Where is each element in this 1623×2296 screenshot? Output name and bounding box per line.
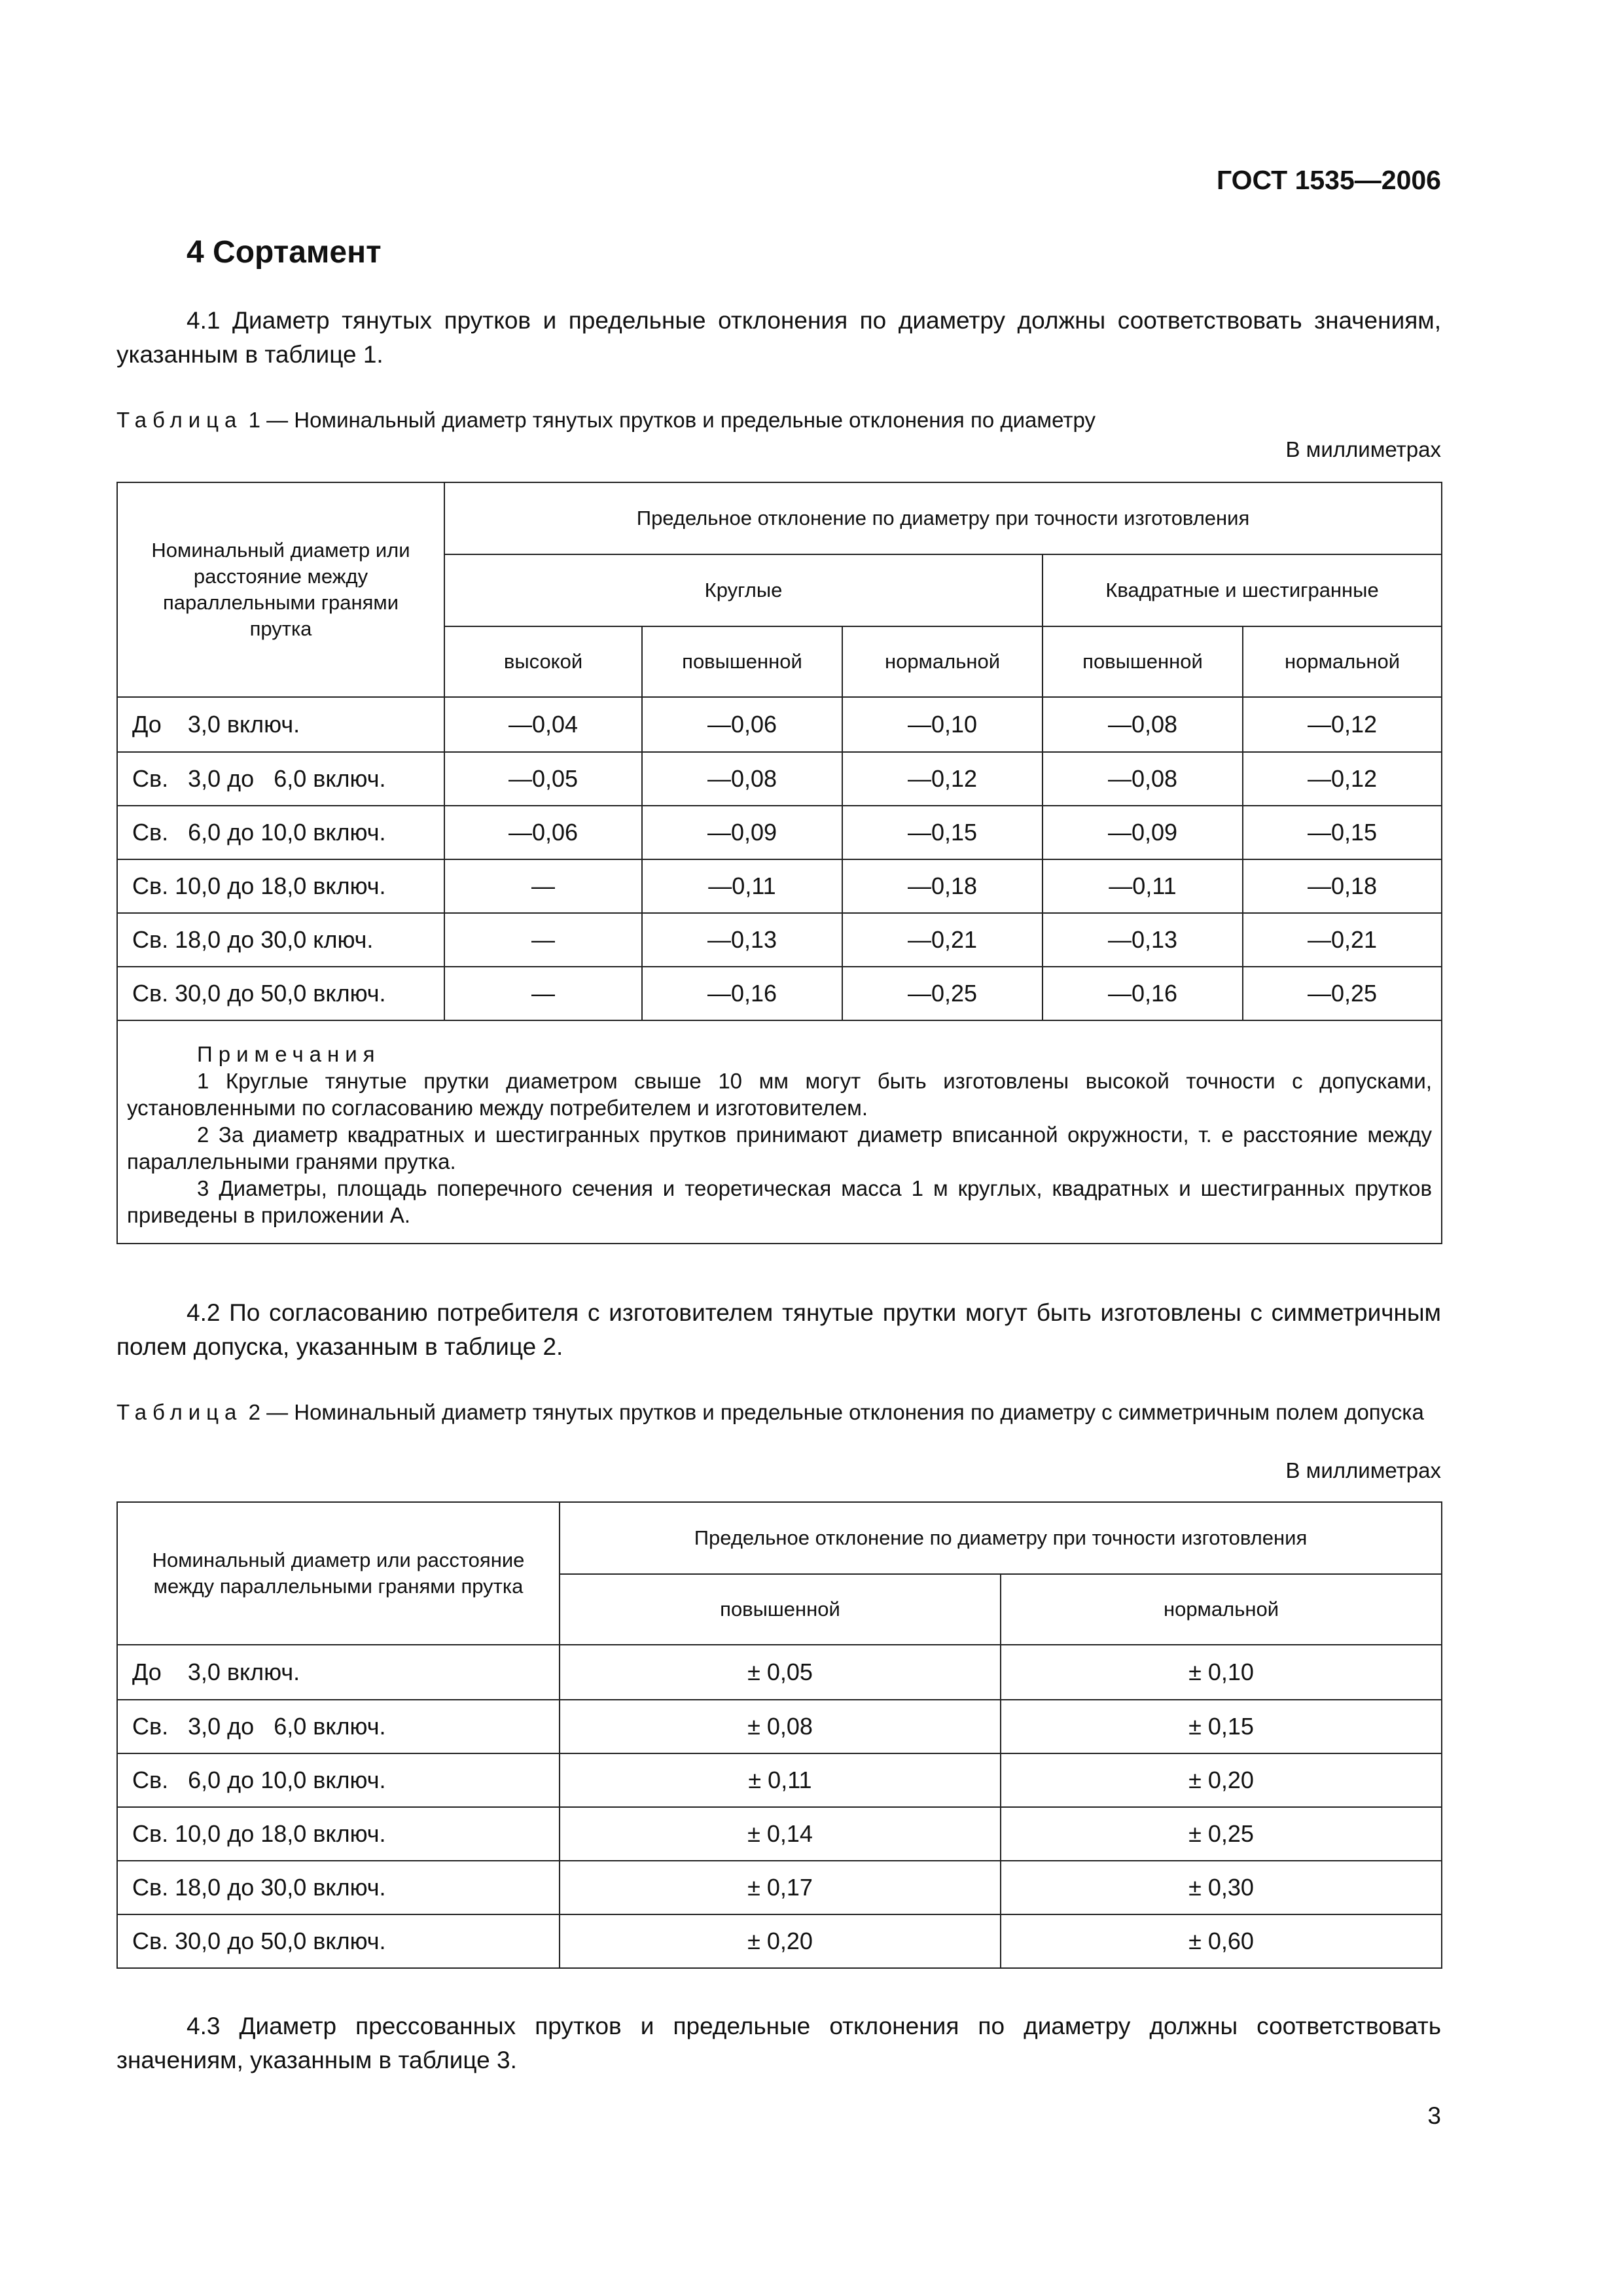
table1-units: В миллиметрах — [1285, 437, 1441, 461]
table2-header-acc: повышенной — [560, 1574, 1001, 1645]
table2-units: В миллиметрах — [1285, 1458, 1441, 1482]
table-row — [117, 913, 1442, 967]
table2-caption-word: Таблица — [116, 1400, 243, 1424]
table-row — [117, 1914, 1442, 1968]
paragraph-4-2 — [116, 1296, 1441, 1364]
table-row — [117, 1645, 1442, 1700]
table-cell: —0,12 — [1243, 697, 1442, 752]
table1-notes — [117, 1020, 1442, 1244]
table-cell: Св. 10,0 до 18,0 включ. — [117, 1807, 560, 1861]
paragraph-4-1-text: 4.1 Диаметр тянутых прутков и предельные отклонения по диаметру должны соответствовать значениям, указанным в таблице 1. — [116, 307, 1441, 368]
table-cell: ± 0,05 — [560, 1645, 1001, 1700]
table-cell: Св. 3,0 до 6,0 включ. — [117, 1700, 560, 1753]
table1-header-square-hex: Квадратные и шестигранные — [1043, 554, 1442, 626]
table-cell: ± 0,30 — [1001, 1861, 1442, 1914]
table-cell: —0,05 — [444, 752, 642, 806]
table-cell: ± 0,15 — [1001, 1700, 1442, 1753]
table-row — [117, 806, 1442, 859]
table-cell: —0,18 — [842, 859, 1043, 913]
table2-header-acc: нормальной — [1001, 1574, 1442, 1645]
section-title: 4 Сортамент — [187, 235, 382, 270]
table-cell: —0,12 — [1243, 752, 1442, 806]
table-cell: —0,11 — [642, 859, 842, 913]
table-row — [117, 1753, 1442, 1807]
note-item: 1 Круглые тянутые прутки диаметром свыше 10 мм могут быть изготовлены высокой точности с допусками, установленными по согласованию между потребителем и изготовителем. — [127, 1069, 1433, 1120]
table1-header-round: Круглые — [444, 554, 1043, 626]
table1 — [116, 482, 1441, 1244]
table-cell: Св. 10,0 до 18,0 включ. — [117, 859, 444, 913]
table-cell: До 3,0 включ. — [117, 1645, 560, 1700]
table-row — [117, 859, 1442, 913]
page-number: 3 — [1427, 2102, 1441, 2129]
table-cell: —0,21 — [1243, 913, 1442, 967]
paragraph-4-3-text: 4.3 Диаметр прессованных прутков и предельные отклонения по диаметру должны соответствовать значениям, указанным в таблице 3. — [116, 2013, 1441, 2073]
table-row — [117, 1807, 1442, 1861]
table-cell: — — [444, 859, 642, 913]
table-cell: —0,09 — [642, 806, 842, 859]
table1-header-diameter: Номинальный диаметр или расстояние между параллельными гранями прутка — [117, 482, 444, 697]
table-cell: —0,25 — [842, 967, 1043, 1020]
table-row — [117, 967, 1442, 1020]
table-cell: —0,15 — [842, 806, 1043, 859]
table1-caption-word: Таблица — [116, 408, 243, 432]
table-cell: —0,06 — [444, 806, 642, 859]
table-cell: —0,11 — [1043, 859, 1243, 913]
table-cell: —0,13 — [642, 913, 842, 967]
notes-title: Примечания — [197, 1042, 381, 1066]
table-cell: —0,08 — [1043, 752, 1243, 806]
table1-caption-text: 1 — Номинальный диаметр тянутых прутков и предельные отклонения по диаметру — [248, 408, 1096, 432]
table1-header-acc: повышенной — [642, 626, 842, 697]
table-cell: ± 0,20 — [1001, 1753, 1442, 1807]
table-row — [117, 1861, 1442, 1914]
table-cell: —0,25 — [1243, 967, 1442, 1020]
table1-header-acc: нормальной — [1243, 626, 1442, 697]
table-cell: Св. 6,0 до 10,0 включ. — [117, 1753, 560, 1807]
table-cell: Св. 6,0 до 10,0 включ. — [117, 806, 444, 859]
table-cell: — — [444, 913, 642, 967]
table-cell: ± 0,25 — [1001, 1807, 1442, 1861]
table-cell: — — [444, 967, 642, 1020]
table-cell: ± 0,14 — [560, 1807, 1001, 1861]
table-row — [117, 752, 1442, 806]
table2-caption — [116, 1397, 1441, 1427]
table-cell: —0,09 — [1043, 806, 1243, 859]
note-item: 2 За диаметр квадратных и шестигранных прутков принимают диаметр вписанной окружности, т. е расстояние между параллельными гранями прутка. — [127, 1122, 1433, 1174]
table-cell: —0,04 — [444, 697, 642, 752]
table-cell: —0,08 — [1043, 697, 1243, 752]
table1-header-deviation: Предельное отклонение по диаметру при точности изготовления — [444, 482, 1442, 554]
table-cell: —0,18 — [1243, 859, 1442, 913]
table-cell: —0,16 — [642, 967, 842, 1020]
table-cell: —0,13 — [1043, 913, 1243, 967]
table2-header-diameter: Номинальный диаметр или расстояние между параллельными гранями прутка — [117, 1502, 560, 1645]
note-item: 3 Диаметры, площадь поперечного сечения и теоретическая масса 1 м круглых, квадратных и шестигранных прутков приведены в приложении А. — [127, 1176, 1433, 1227]
table-cell: —0,15 — [1243, 806, 1442, 859]
paragraph-4-1 — [116, 304, 1441, 372]
table1-header-acc: повышенной — [1043, 626, 1243, 697]
table-row — [117, 1700, 1442, 1753]
paragraph-4-3 — [116, 2009, 1441, 2077]
table-cell: —0,21 — [842, 913, 1043, 967]
table1-header-acc: высокой — [444, 626, 642, 697]
table-cell: ± 0,11 — [560, 1753, 1001, 1807]
table-cell: —0,12 — [842, 752, 1043, 806]
table1-caption — [116, 404, 1441, 435]
table1-header-acc: нормальной — [842, 626, 1043, 697]
table-cell: ± 0,17 — [560, 1861, 1001, 1914]
table-cell: ± 0,20 — [560, 1914, 1001, 1968]
table-cell: Св. 30,0 до 50,0 включ. — [117, 1914, 560, 1968]
table-cell: Св. 30,0 до 50,0 включ. — [117, 967, 444, 1020]
table2-header-deviation: Предельное отклонение по диаметру при точности изготовления — [560, 1502, 1442, 1574]
table-row — [117, 697, 1442, 752]
table-cell: —0,10 — [842, 697, 1043, 752]
paragraph-4-2-text: 4.2 По согласованию потребителя с изготовителем тянутые прутки могут быть изготовлены с симметричным полем допуска, указанным в таблице 2. — [116, 1299, 1441, 1360]
table-cell: До 3,0 включ. — [117, 697, 444, 752]
table-cell: ± 0,60 — [1001, 1914, 1442, 1968]
document-code: ГОСТ 1535—2006 — [1216, 165, 1441, 195]
table2 — [116, 1501, 1441, 1969]
table-cell: —0,08 — [642, 752, 842, 806]
table1-notes-row — [117, 1020, 1442, 1244]
table-cell: Св. 18,0 до 30,0 включ. — [117, 1861, 560, 1914]
table-cell: —0,16 — [1043, 967, 1243, 1020]
table-cell: ± 0,08 — [560, 1700, 1001, 1753]
table-cell: —0,06 — [642, 697, 842, 752]
table-cell: ± 0,10 — [1001, 1645, 1442, 1700]
table-cell: Св. 3,0 до 6,0 включ. — [117, 752, 444, 806]
table-cell: Св. 18,0 до 30,0 ключ. — [117, 913, 444, 967]
table2-caption-text: 2 — Номинальный диаметр тянутых прутков и предельные отклонения по диаметру с симметричным полем допуска — [248, 1400, 1424, 1424]
